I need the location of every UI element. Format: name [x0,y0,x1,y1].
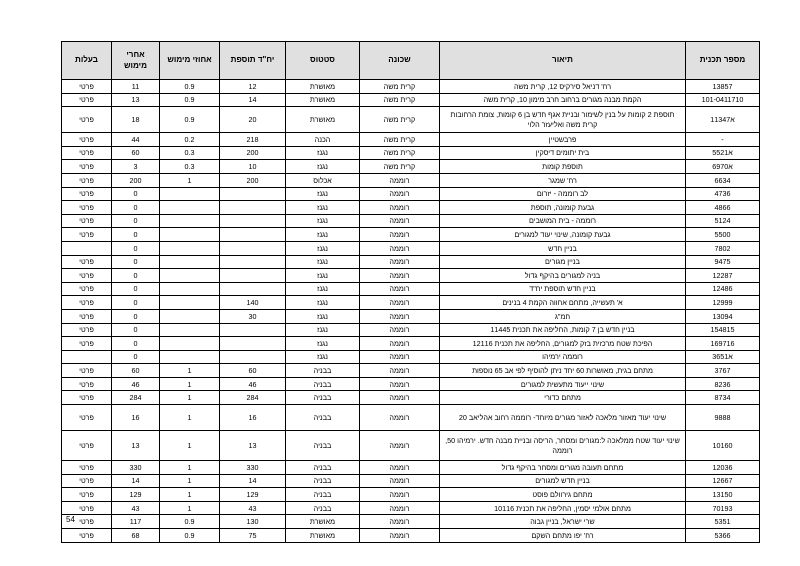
cell-units_added: 43 [220,501,286,515]
cell-plan_number: 5500 [686,228,760,242]
cell-realization_percent [160,201,220,215]
cell-plan_number: 9475 [686,255,760,269]
cell-realization_percent [160,350,220,364]
table-row [62,377,760,391]
cell-neighborhood: רוממה [360,201,440,215]
cell-after_realization: 13 [112,431,160,461]
cell-realization_percent: 0.9 [160,80,220,94]
cell-status: הכנה [286,133,360,147]
cell-ownership: פרטי [62,282,112,296]
cell-realization_percent: 1 [160,461,220,475]
column-header-neighborhood: שכונה [360,42,440,80]
cell-ownership: פרטי [62,431,112,461]
cell-neighborhood: קרית משה [360,160,440,174]
cell-units_added: 200 [220,173,286,187]
cell-plan_number: 5366 [686,529,760,543]
cell-description: רוממה - בית המושבים [440,214,686,228]
cell-ownership: פרטי [62,160,112,174]
cell-after_realization: 284 [112,391,160,405]
table-header [62,42,760,80]
cell-status: בבניה [286,377,360,391]
cell-ownership: פרטי [62,364,112,378]
cell-description: בניין מגורים [440,255,686,269]
cell-description: בניין חדש בן 7 קומות, החליפה את תכנית 11445 [440,323,686,337]
column-header-status: סטטוס [286,42,360,80]
plans-table [61,41,760,543]
cell-description: מתחם בגית, מאושרות 60 יחד ניתן להוסיף לפי אב 65 נוספות [440,364,686,378]
cell-units_added: 75 [220,529,286,543]
cell-units_added: 330 [220,461,286,475]
cell-description: תוספת 2 קומות על בנין לשימור ובניית אגף חדש בן 6 קומות, צומת הרחובות קרית משה ואליעזר הלוי [440,107,686,133]
cell-ownership: פרטי [62,146,112,160]
table-row [62,488,760,502]
cell-units_added [220,241,286,255]
cell-status: נגנז [286,255,360,269]
cell-ownership [62,350,112,364]
cell-description: שינוי יעוד מאזור מלאכה לאזור מגורים מיוחד- רוממה רחוב אהליאב 20 [440,405,686,431]
cell-plan_number: 5124 [686,214,760,228]
cell-units_added: 20 [220,107,286,133]
cell-after_realization: 44 [112,133,160,147]
cell-units_added [220,269,286,283]
cell-plan_number: 12486 [686,282,760,296]
cell-ownership: פרטי [62,474,112,488]
cell-realization_percent: 1 [160,488,220,502]
cell-ownership: פרטי [62,93,112,107]
cell-after_realization: 0 [112,201,160,215]
cell-units_added [220,214,286,228]
cell-after_realization: 60 [112,364,160,378]
cell-units_added [220,282,286,296]
cell-plan_number: 8734 [686,391,760,405]
cell-neighborhood: רוממה [360,391,440,405]
table-row [62,391,760,405]
cell-plan_number: 6634 [686,173,760,187]
cell-plan_number: א6970 [686,160,760,174]
table-row [62,431,760,461]
cell-description: א' תעשייה, מתחם אחווה הקמת 4 בנינים [440,296,686,310]
cell-after_realization: 0 [112,282,160,296]
cell-neighborhood: רוממה [360,488,440,502]
cell-status: בבניה [286,461,360,475]
cell-description: מתחם תעובה מגורים ומסחר בהיקף גדול [440,461,686,475]
cell-status: מאושרת [286,80,360,94]
cell-neighborhood: קרית משה [360,93,440,107]
cell-ownership: פרטי [62,391,112,405]
table-row [62,337,760,351]
cell-realization_percent: 1 [160,474,220,488]
cell-realization_percent: 0.9 [160,93,220,107]
cell-description: שינוי ייעוד מתעשית למגורים [440,377,686,391]
cell-after_realization: 60 [112,146,160,160]
cell-realization_percent: 0.2 [160,133,220,147]
cell-plan_number: 12999 [686,296,760,310]
table-row [62,501,760,515]
cell-neighborhood: רוממה [360,228,440,242]
cell-status: בבניה [286,488,360,502]
cell-plan_number: 154815 [686,323,760,337]
cell-units_added: 13 [220,431,286,461]
cell-after_realization: 0 [112,255,160,269]
cell-ownership: פרטי [62,201,112,215]
cell-realization_percent [160,241,220,255]
cell-ownership: פרטי [62,309,112,323]
cell-after_realization: 0 [112,241,160,255]
cell-units_added: 130 [220,515,286,529]
cell-realization_percent [160,187,220,201]
table-row [62,515,760,529]
cell-status: נגנז [286,201,360,215]
cell-status: נגנז [286,160,360,174]
cell-ownership: פרטי [62,228,112,242]
cell-ownership: פרטי [62,377,112,391]
cell-neighborhood: רוממה [360,187,440,201]
cell-status: נגנז [286,296,360,310]
table-row [62,146,760,160]
table-row [62,133,760,147]
column-header-realization-percent: אחוזי מימוש [160,42,220,80]
cell-after_realization: 0 [112,350,160,364]
cell-description: חמ"ג [440,309,686,323]
cell-realization_percent [160,309,220,323]
cell-description: בית יתומים דיסקין [440,146,686,160]
cell-neighborhood: רוממה [360,255,440,269]
cell-units_added: 140 [220,296,286,310]
cell-plan_number: א11347 [686,107,760,133]
cell-ownership [62,241,112,255]
column-header-after-realization: אחרי מימוש [112,42,160,80]
cell-status: בבניה [286,364,360,378]
cell-realization_percent: 1 [160,501,220,515]
cell-status: נגנז [286,309,360,323]
cell-plan_number: 10160 [686,431,760,461]
cell-neighborhood: רוממה [360,241,440,255]
cell-description: רוממה ירמיהו [440,350,686,364]
cell-after_realization: 68 [112,529,160,543]
cell-status: מאושרת [286,107,360,133]
cell-realization_percent: 0.9 [160,515,220,529]
cell-realization_percent: 0.9 [160,107,220,133]
table-row [62,461,760,475]
cell-plan_number: - [686,133,760,147]
cell-realization_percent [160,323,220,337]
table-row [62,255,760,269]
cell-neighborhood: רוממה [360,337,440,351]
cell-description: פרבשטיין [440,133,686,147]
cell-units_added: 16 [220,405,286,431]
cell-ownership: פרטי [62,173,112,187]
cell-status: מאושרת [286,93,360,107]
table-row [62,309,760,323]
cell-plan_number: 13857 [686,80,760,94]
cell-units_added: 12 [220,80,286,94]
cell-status: נגנז [286,146,360,160]
cell-plan_number: 12036 [686,461,760,475]
table-row [62,160,760,174]
table-row [62,296,760,310]
column-header-plan-number: מספר תכנית [686,42,760,80]
cell-plan_number: 101-0411710 [686,93,760,107]
cell-plan_number: 9888 [686,405,760,431]
cell-plan_number: א3651 [686,350,760,364]
table-row [62,241,760,255]
cell-ownership: פרטי [62,296,112,310]
cell-description: רח' יפו מתחם השקם [440,529,686,543]
cell-realization_percent: 1 [160,364,220,378]
cell-ownership: פרטי [62,269,112,283]
cell-neighborhood: קרית משה [360,133,440,147]
cell-after_realization: 0 [112,214,160,228]
cell-after_realization: 117 [112,515,160,529]
table-row [62,93,760,107]
cell-neighborhood: רוממה [360,515,440,529]
table-row [62,228,760,242]
cell-after_realization: 0 [112,309,160,323]
cell-ownership: פרטי [62,488,112,502]
cell-ownership: פרטי [62,214,112,228]
cell-units_added: 14 [220,474,286,488]
table-row [62,201,760,215]
cell-status: נגנז [286,282,360,296]
cell-status: נגנז [286,337,360,351]
cell-after_realization: 129 [112,488,160,502]
cell-ownership: פרטי [62,187,112,201]
table-row [62,364,760,378]
cell-after_realization: 11 [112,80,160,94]
cell-status: נגנז [286,350,360,364]
cell-ownership: פרטי [62,133,112,147]
cell-realization_percent [160,255,220,269]
cell-units_added: 200 [220,146,286,160]
cell-status: מאושרת [286,529,360,543]
cell-units_added: 46 [220,377,286,391]
cell-neighborhood: רוממה [360,461,440,475]
cell-description: גבעת קומונה, שינוי יעוד למגורים [440,228,686,242]
cell-after_realization: 18 [112,107,160,133]
cell-plan_number: 169716 [686,337,760,351]
table-row [62,529,760,543]
cell-units_added [220,350,286,364]
cell-description: שרי ישראל, בניין גבוה [440,515,686,529]
cell-ownership: פרטי [62,337,112,351]
cell-after_realization: 0 [112,323,160,337]
cell-ownership: פרטי [62,405,112,431]
cell-after_realization: 0 [112,187,160,201]
cell-description: בניין חדש תוספת יח"ד [440,282,686,296]
cell-after_realization: 3 [112,160,160,174]
cell-units_added: 14 [220,93,286,107]
cell-realization_percent: 0.9 [160,529,220,543]
table-row [62,405,760,431]
cell-after_realization: 0 [112,296,160,310]
cell-neighborhood: קרית משה [360,107,440,133]
cell-status: בבניה [286,431,360,461]
cell-description: רח' שמגר [440,173,686,187]
cell-plan_number: 3767 [686,364,760,378]
cell-realization_percent [160,228,220,242]
cell-status: נגנז [286,228,360,242]
cell-description: בניה למגורים בהיקף גדול [440,269,686,283]
cell-after_realization: 43 [112,501,160,515]
cell-units_added: 129 [220,488,286,502]
cell-units_added: 284 [220,391,286,405]
cell-realization_percent [160,296,220,310]
cell-neighborhood: רוממה [360,431,440,461]
cell-description: הקמת מבנה מגורים ברחוב חרב מימון 10, קרית משה [440,93,686,107]
cell-plan_number: א5521 [686,146,760,160]
cell-ownership: פרטי [62,529,112,543]
cell-status: בבניה [286,391,360,405]
cell-neighborhood: רוממה [360,214,440,228]
table-body [62,80,760,543]
cell-description: מתחם אולמי יסמין, החליפה את תכנית 10116 [440,501,686,515]
cell-neighborhood: קרית משה [360,80,440,94]
cell-description: גבעת קומונה, תוספת [440,201,686,215]
cell-description: הפיכת שטח מרכזית בזק למגורים, החליפה את תכנית 12116 [440,337,686,351]
cell-neighborhood: רוממה [360,377,440,391]
cell-after_realization: 0 [112,269,160,283]
cell-after_realization: 330 [112,461,160,475]
cell-units_added [220,187,286,201]
cell-units_added: 10 [220,160,286,174]
table-row [62,173,760,187]
cell-neighborhood: רוממה [360,309,440,323]
cell-neighborhood: רוממה [360,323,440,337]
cell-status: נגנז [286,187,360,201]
cell-realization_percent [160,337,220,351]
cell-units_added [220,201,286,215]
cell-after_realization: 13 [112,93,160,107]
table-header-row [62,42,760,80]
cell-neighborhood: רוממה [360,405,440,431]
cell-neighborhood: רוממה [360,296,440,310]
cell-neighborhood: רוממה [360,282,440,296]
cell-ownership: פרטי [62,515,112,529]
cell-neighborhood: רוממה [360,364,440,378]
table-row [62,350,760,364]
cell-plan_number: 4866 [686,201,760,215]
cell-status: בבניה [286,405,360,431]
cell-plan_number: 7802 [686,241,760,255]
cell-ownership: פרטי [62,323,112,337]
cell-realization_percent: 1 [160,405,220,431]
cell-neighborhood: רוממה [360,269,440,283]
cell-after_realization: 14 [112,474,160,488]
cell-ownership: פרטי [62,255,112,269]
cell-units_added: 218 [220,133,286,147]
column-header-units-added: יח"ד תוספת [220,42,286,80]
cell-units_added [220,228,286,242]
cell-units_added [220,255,286,269]
page-number: 54 [66,515,75,524]
table-row [62,80,760,94]
cell-ownership: פרטי [62,501,112,515]
column-header-ownership: בעלות [62,42,112,80]
cell-status: נגנז [286,214,360,228]
cell-status: אכלוס [286,173,360,187]
table-row [62,107,760,133]
cell-realization_percent: 1 [160,431,220,461]
cell-description: שינוי יעוד שטח ממלאכה ל:מגורים ומסחר, הריסה ובניית מבנה חדש. ירמיהו 50, רוממה [440,431,686,461]
cell-plan_number: 12667 [686,474,760,488]
table-row [62,187,760,201]
table-row [62,214,760,228]
cell-description: מתחם כדורי [440,391,686,405]
cell-realization_percent: 1 [160,391,220,405]
cell-after_realization: 200 [112,173,160,187]
cell-after_realization: 16 [112,405,160,431]
cell-status: מאושרת [286,515,360,529]
cell-status: בבניה [286,474,360,488]
cell-neighborhood: קרית משה [360,146,440,160]
cell-neighborhood: רוממה [360,173,440,187]
cell-realization_percent: 1 [160,377,220,391]
cell-plan_number: 13150 [686,488,760,502]
cell-after_realization: 0 [112,228,160,242]
plans-table-container [61,41,746,543]
cell-description: בניין חדש [440,241,686,255]
cell-plan_number: 4736 [686,187,760,201]
cell-status: נגנז [286,323,360,337]
cell-units_added [220,337,286,351]
cell-description: בניין חדש למגורים [440,474,686,488]
cell-realization_percent: 0.3 [160,146,220,160]
cell-description: מתחם גירוולם פוסט [440,488,686,502]
cell-realization_percent: 1 [160,173,220,187]
cell-plan_number: 8236 [686,377,760,391]
cell-ownership: פרטי [62,80,112,94]
cell-status: נגנז [286,241,360,255]
table-row [62,323,760,337]
cell-plan_number: 13094 [686,309,760,323]
cell-neighborhood: רוממה [360,350,440,364]
cell-status: נגנז [286,269,360,283]
cell-units_added [220,323,286,337]
cell-neighborhood: רוממה [360,501,440,515]
cell-realization_percent [160,269,220,283]
cell-plan_number: 12287 [686,269,760,283]
cell-realization_percent: 0.3 [160,160,220,174]
cell-ownership: פרטי [62,461,112,475]
cell-description: תוספת קומות [440,160,686,174]
cell-plan_number: 70193 [686,501,760,515]
column-header-description: תיאור [440,42,686,80]
cell-status: בבניה [286,501,360,515]
cell-units_added: 60 [220,364,286,378]
table-row [62,282,760,296]
cell-units_added: 30 [220,309,286,323]
cell-after_realization: 0 [112,337,160,351]
cell-description: רח' דניאל סירקיס 12, קרית משה [440,80,686,94]
cell-neighborhood: רוממה [360,474,440,488]
table-row [62,474,760,488]
cell-realization_percent [160,214,220,228]
cell-neighborhood: רוממה [360,529,440,543]
cell-ownership: פרטי [62,107,112,133]
table-row [62,269,760,283]
cell-after_realization: 46 [112,377,160,391]
cell-plan_number: 5351 [686,515,760,529]
cell-description: לב רוממה - יזרום [440,187,686,201]
cell-realization_percent [160,282,220,296]
